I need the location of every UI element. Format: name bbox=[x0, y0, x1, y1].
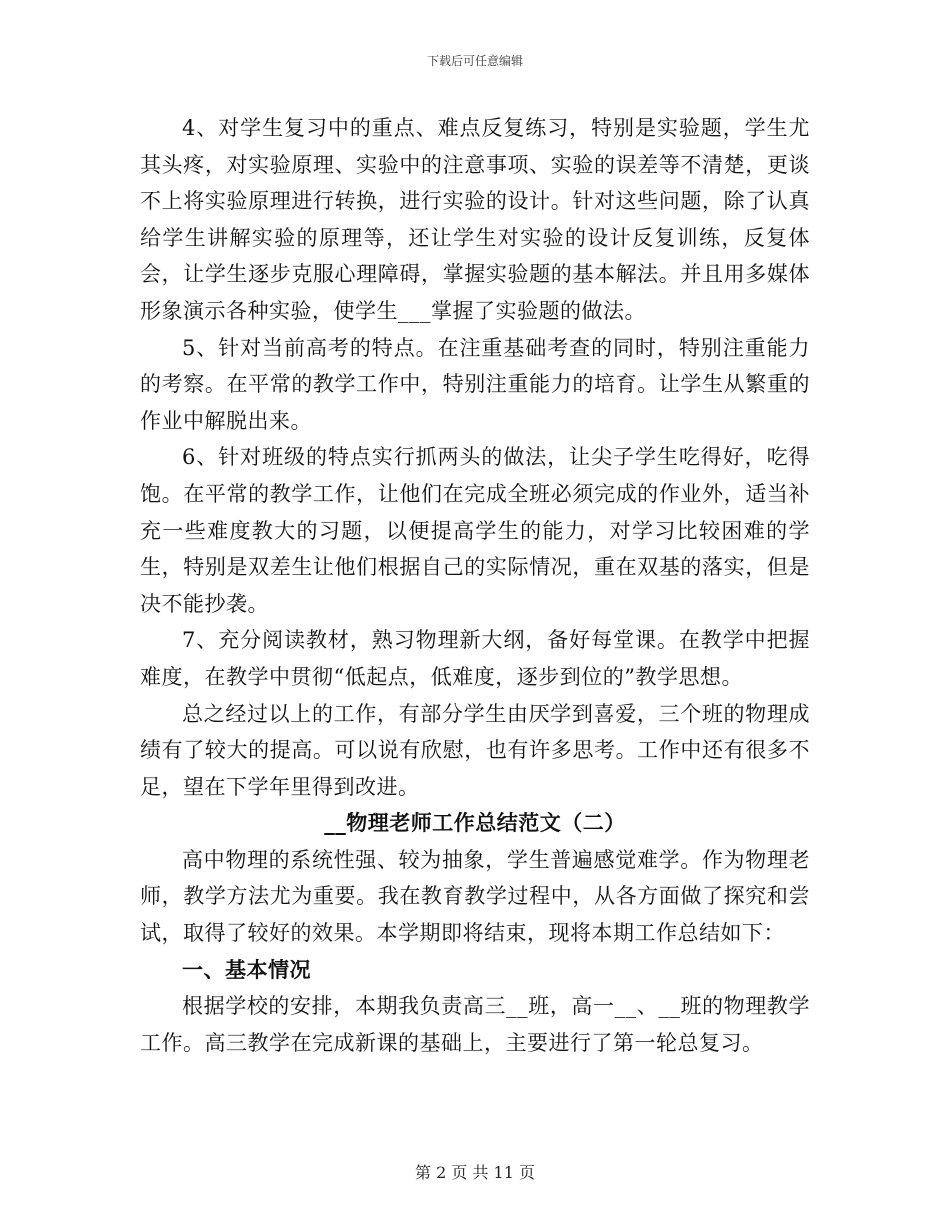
paragraph-item-4: 4、对学生复习中的重点、难点反复练习，特别是实验题，学生尤其头疼，对实验原理、实验中的注意事项、实验的误差等不清楚，更谈不上将实验原理进行转换，进行实验的设计。针对这些问题，除了认真给学生讲解实验的原理等，还让学生对实验的设计反复训练，反复体会，让学生逐步克服心理障碍，掌握实验题的基本解法。并且用多媒体形象演示各种实验，使学生___掌握了实验题的做法。 bbox=[140, 116, 810, 323]
paragraph-item-6: 6、针对班级的特点实行抓两头的做法，让尖子学生吃得好，吃得饱。在平常的教学工作，让他们在完成全班必须完成的作业外，适当补充一些难度教大的习题，以便提高学生的能力，对学习比较困难的学生，特别是双差生让他们根据自己的实际情况，重在双基的落实，但是决不能抄袭。 bbox=[140, 445, 810, 616]
basic-paragraph: 根据学校的安排，本期我负责高三__班，高一__、__班的物理教学工作。高三教学在完成新课的基础上，主要进行了第一轮总复习。 bbox=[140, 994, 810, 1055]
section-heading-basic: 一、基本情况 bbox=[182, 956, 311, 982]
section-title: __物理老师工作总结范文（二） bbox=[324, 810, 626, 836]
document-body bbox=[140, 110, 810, 1061]
paragraph-item-5: 5、针对当前高考的特点。在注重基础考查的同时，特别注重能力的考察。在平常的教学工作中，特别注重能力的培育。让学生从繁重的作业中解脱出来。 bbox=[140, 335, 810, 433]
summary-paragraph: 总之经过以上的工作，有部分学生由厌学到喜爱，三个班的物理成绩有了较大的提高。可以说有欣慰，也有许多思考。工作中还有很多不足，望在下学年里得到改进。 bbox=[140, 701, 810, 799]
page-header: 下载后可任意编辑 bbox=[426, 54, 523, 68]
page-number: 第 2 页 共 11 页 bbox=[415, 1163, 535, 1182]
intro-paragraph: 高中物理的系统性强、较为抽象，学生普遍感觉难学。作为物理老师，教学方法尤为重要。我在教育教学过程中，从各方面做了探究和尝试，取得了较好的效果。本学期即将结束，现将本期工作总结如下： bbox=[140, 847, 810, 946]
paragraph-item-7: 7、充分阅读教材，熟习物理新大纲，备好每堂课。在教学中把握难度，在教学中贯彻“低起点，低难度，逐步到位的”教学思想。 bbox=[140, 628, 810, 689]
